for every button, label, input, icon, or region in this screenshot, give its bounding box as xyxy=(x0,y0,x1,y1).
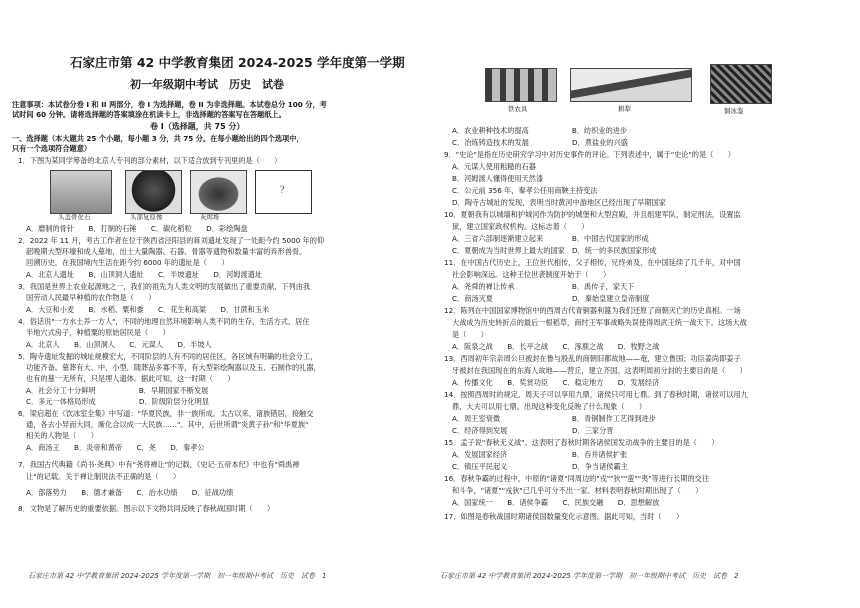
q14-options-cd: C．经济得到发展 D．三家分晋 xyxy=(452,426,614,435)
q3-options: A．大豆和小麦 B．水稻、粟和黍 C．花生和高粱 D．甘蔗和玉米 xyxy=(26,305,270,314)
footer-page-1: 石家庄市第 42 中学教育集团 2024-2025 学年度第一学期 初一年级期中考试 历史 试卷 1 xyxy=(28,572,327,580)
q10-line-1: 10．夏朝我有以城墙和护城河作为防护的城堡和大型宫殿，并且组建军队，制定刑法，设置监 xyxy=(444,210,741,219)
pic-label-head: 头部复原像 xyxy=(130,213,163,221)
pic-label-skull: 头盖骨化石 xyxy=(58,213,91,221)
q15-stem: 15．孟子说"春秋无义战"。这表明了春秋时期各诸侯国发动战争的主要目的是（ ） xyxy=(444,438,719,447)
q8-options-cd: C．冶炼铸造技术的发展 D．煮盐业的兴盛 xyxy=(452,138,628,147)
q16-line-1: 16．春秋争霸的过程中，中原的"诸夏"同周边的"戎""狄""蛮""夷"等进行长期的交往 xyxy=(444,474,710,483)
q10-line-2: 狱，建立国家政权机构。这标志着（ ） xyxy=(452,222,589,231)
q13-line-2: 牙被封在我国现在的东海人故地——营丘，建立齐国。这表明周初分封的主要目的是（ ） xyxy=(452,366,747,375)
q6-line-3: 相关的人物是（ ） xyxy=(26,431,98,440)
q8-options-ab: A．农业耕种技术的提高 B．纺织业的进步 xyxy=(452,126,628,135)
q9-option-b: B．河姆渡人懂得使用天然漆 xyxy=(452,174,544,183)
q7-line-1: 7．我国古代典籍《尚书·尧典》中有"尧将禅让"的记载，《史记·五帝本纪》中也有"舜禹禅 xyxy=(18,460,300,469)
q2-line-1: 2．2022 年 11 月，考古工作者在位于陕西省泾阳县的蒋刘遗址发现了一处距今约 5000 年的仰 xyxy=(18,236,325,245)
q5-line-3: 也有的墓一无所有，只是埋人遗体。据此可知，这一时期（ ） xyxy=(26,374,235,383)
q3-line-1: 3．我国是世界上农业起源地之一，我们的祖先为人类文明的发展做出了重要贡献，下列由我 xyxy=(18,282,311,291)
head-restoration-image xyxy=(125,170,182,214)
q17-stem: 17．如图是春秋战国时期诸侯国数量变化示意图。据此可知，当时（ ） xyxy=(444,512,684,521)
exam-title: 石家庄市第 42 中学教育集团 2024-2025 学年度第一学期 xyxy=(70,55,405,70)
q11-options-cd: C．商汤灭夏 D．秦始皇建立皇帝制度 xyxy=(452,294,650,303)
q13-line-1: 13．西周初年宗亲周公旦被封在鲁与殷乱的商朝旧都故地——奄，建立鲁国；功臣姜尚即姜子 xyxy=(444,354,741,363)
q12-line-3: 是（ ） xyxy=(452,330,488,339)
exam-subtitle: 初一年级期中考试 历史 试卷 xyxy=(130,78,284,91)
q14-line-1: 14．按照西周时的规定，周天子可以享用九鼎，诸侯只可用七鼎。到了春秋时期，诸侯可以用九 xyxy=(444,390,748,399)
q11-line-2: 社会影响深远。这种王位世袭制度开始于（ ） xyxy=(452,270,611,279)
notes-line-1: 注意事项：本试卷分卷 I 和 II 两部分，卷 I 为选择题，卷 II 为非选择题。本试卷总分 100 分，考 xyxy=(12,100,327,109)
q6-options: A．商汤王 B．炎帝和黄帝 C．尧 D．秦孝公 xyxy=(26,443,205,452)
q12-line-2: 大战成为历史转折点的最后一根稻草，商纣王军事战略失误使得周武王统一战天下。这场大战 xyxy=(452,318,747,327)
q4-line-2: 半地穴式房子，种植粟的原始居民是（ ） xyxy=(26,328,170,337)
q7-options: A．部落势力 B．德才兼备 C．治水功绩 D．征战功绩 xyxy=(26,488,234,497)
pic-label-iron-tools: 铁农具 xyxy=(508,105,528,113)
q10-options-cd: C．夏朝成为当时世界上最大的国家 D．统一的多民族国家形成 xyxy=(452,246,657,255)
q5-line-2: 功能齐备。墓葬有大、中、小型，随葬品多寡不等，有大型彩绘陶器以及玉、石制作的礼器， xyxy=(26,363,321,372)
ash-pile-image xyxy=(190,170,247,214)
q12-line-1: 12．陈列在中国国家博物馆中的西周古代青铜器利簋为我们还原了商朝灭亡的历史真相。一场 xyxy=(444,306,741,315)
q9-stem: 9．"史论"是指在历史研究学习中对历史事件的评论。下列表述中，属于"史论"的是（ ） xyxy=(444,150,735,159)
exam-page-2 xyxy=(430,0,860,608)
q8-stem: 8．文物是了解历史的重要依据。图示以下文物共同反映了春秋战国时期（ ） xyxy=(18,504,275,513)
iron-tools-image xyxy=(485,68,557,102)
q16-options: A．国家统一 B．诸侯争霸 C．民族交融 D．思想解放 xyxy=(452,498,660,507)
skull-fossil-image xyxy=(50,170,112,214)
q6-line-2: 通，各去小异而大同，渐化合以成一大民族……"。其中，后世所谓"炎黄子孙"和"华夏族" xyxy=(26,420,309,429)
pic-label-bronze-vessel: 铜冰鉴 xyxy=(724,107,744,115)
q7-line-2: 让"的记载。关于禅让制说法不正确的是（ ） xyxy=(26,472,181,481)
instruction-line-1: 一、选择题（本大题共 25 个小题，每小题 3 分，共 75 分。在每小题给出的四个选项中， xyxy=(12,134,304,143)
q14-options-ab: A．周王室衰微 B．青铜制作工艺得到进步 xyxy=(452,414,656,423)
instruction-line-2: 只有一个选项符合题意） xyxy=(12,144,92,153)
question-1: 1．下图为某同学筹备的北京人专刊的部分素材，以下适合放到专刊里的是（ ） xyxy=(18,156,282,165)
bronze-ice-vessel-image xyxy=(710,64,772,104)
q2-options: A．北京人遗址 B．山顶洞人遗址 C．半坡遗址 D．河姆渡遗址 xyxy=(26,270,263,279)
q6-line-1: 6．梁启超在《饮冰室全集》中写道："华夏民族，非一族所成。太古以来，诸族错居，接触交 xyxy=(18,409,314,418)
plough-image xyxy=(570,68,692,102)
q5-options-cd: C．多元一体格局形成 D．阶级阶层分化明显 xyxy=(26,397,210,406)
q3-line-2: 国劳动人民最早种植的农作物是（ ） xyxy=(26,293,156,302)
q15-options-ab: A．发展国家经济 B．吞并诸侯扩张 xyxy=(452,450,628,459)
q2-line-2: 韶晚期大型环壕和成人墓地，出土大量陶器、石器、骨器等遗物和数量丰富的弃形兽骨。 xyxy=(26,247,307,256)
section-title: 卷 I（选择题，共 75 分） xyxy=(150,122,245,131)
q5-line-1: 5．陶寺遗址发掘的城址规模宏大，不同阶层的人有不同的居住区，各区域有明确的社会分工， xyxy=(18,352,318,361)
q11-options-ab: A．尧舜的禅让传承 B．禹传子，家天下 xyxy=(452,282,635,291)
q12-options: A．阪泉之战 B．长平之战 C．涿鹿之战 D．牧野之战 xyxy=(452,342,660,351)
q16-line-2: 和斗争，"诸夏""戎狄"已几乎可分不出一家。材料表明春秋时期出现了（ ） xyxy=(452,486,703,495)
q1-options: A．磨制的骨针 B．打制的石锤 C．碳化稻粒 D．彩绘陶盘 xyxy=(26,224,248,233)
question-mark: ？ xyxy=(280,186,290,196)
q11-line-1: 11．在中国古代历史上，王位世代相传，父子相传，兄终弟及，在中国延续了几千年，对中国 xyxy=(444,258,741,267)
q4-line-1: 4．俗话说"一方水土养一方人"，不同的地理自然环境影响人类不同的生存、生活方式，居住 xyxy=(18,317,310,326)
pic-label-plough: 耕犁 xyxy=(618,105,631,113)
q9-option-d: D．陶寺古城址的发现，表明当时黄河中游地区已经出现了早期国家 xyxy=(452,198,666,207)
q9-option-c: C．公元前 356 年，秦孝公任用商鞅主持变法 xyxy=(452,186,598,195)
q14-line-2: 鼎，大夫可以用七鼎。出现这种变化反映了什么现象（ ） xyxy=(452,402,647,411)
notes-line-2: 试时间 60 分钟。请将选择题的答案填涂在机读卡上，非选择题的答案写在答题纸上。 xyxy=(12,110,286,119)
q15-options-cd: C．镇压平民起义 D．争当诸侯霸主 xyxy=(452,462,628,471)
footer-page-2: 石家庄市第 42 中学教育集团 2024-2025 学年度第一学期 初一年级期中考试 历史 试卷 2 xyxy=(440,572,739,580)
q5-options-ab: A．社会分工十分鲜明 B．早期国家不断发展 xyxy=(26,386,209,395)
q13-options: A．传播文化 B．奖赏功臣 C．稳定地方 D．发展经济 xyxy=(452,378,660,387)
q10-options-ab: A．三省六部制逐渐建立起来 B．中国古代国家的形成 xyxy=(452,234,649,243)
pic-label-ash: 灰烬堆 xyxy=(200,213,220,221)
q9-option-a: A．元谋人使用粗糙的石器 xyxy=(452,162,536,171)
q2-line-3: 回溯历史，在我国境内生活在距今约 6000 年的遗址是（ ） xyxy=(26,258,229,267)
q4-options: A．北京人 B．山顶洞人 C．元谋人 D．半坡人 xyxy=(26,340,212,349)
